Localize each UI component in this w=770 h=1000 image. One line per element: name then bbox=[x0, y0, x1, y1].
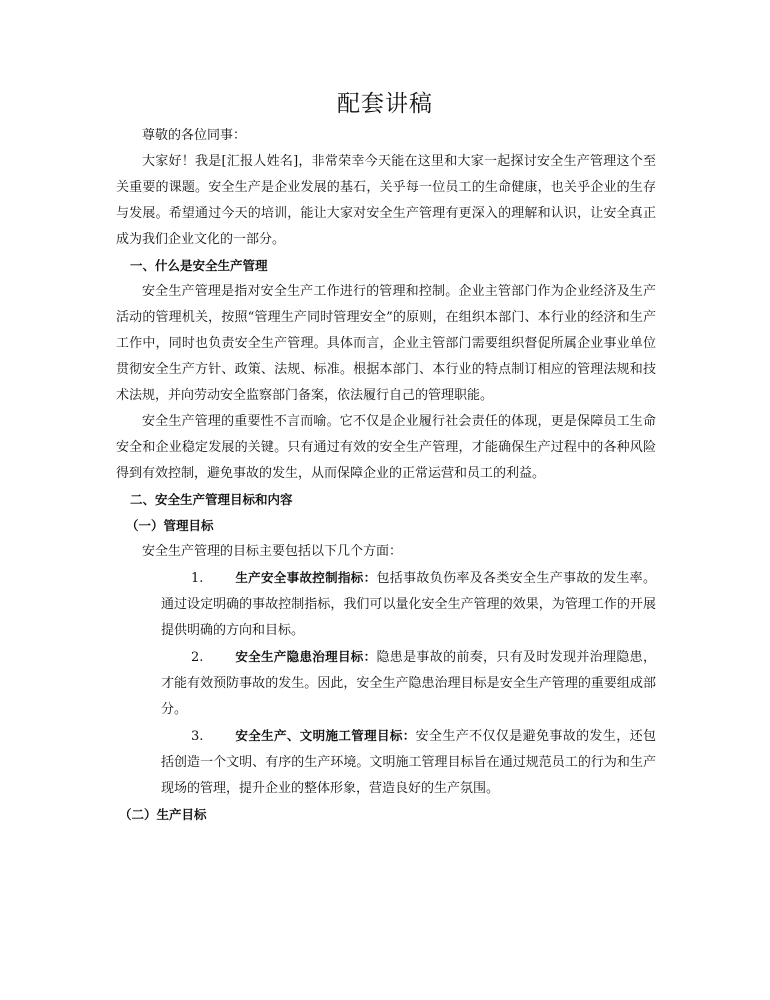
greeting: 尊敬的各位同事： bbox=[142, 128, 247, 143]
subsection-2-heading: （二）生产目标 bbox=[119, 807, 207, 822]
list-item-number: 1. bbox=[191, 571, 204, 586]
list-item-lead: 生产安全事故控制指标： bbox=[235, 570, 377, 585]
list-item bbox=[116, 644, 656, 723]
list-item-lead: 安全生产、文明施工管理目标： bbox=[235, 728, 416, 743]
list-item bbox=[116, 565, 656, 644]
list-item-number: 3. bbox=[191, 729, 204, 744]
section-1-paragraph-1: 安全生产管理是指对安全生产工作进行的管理和控制。企业主管部门作为企业经济及生产活动的管理机关，按照“管理生产同时管理安全”的原则，在组织本部门、本行业的经济和生产工作中，同时也负责安全生产管理。具体而言，企业主管部门需要组织督促所属企业事业单位贯彻安全生产方针、政策、法规、标准。根据本部门、本行业的特点制订相应的管理法规和技术法规，并向劳动安全监察部门备案，依法履行自己的管理职能。 bbox=[116, 284, 656, 403]
section-2-heading: 二、安全生产管理目标和内容 bbox=[130, 492, 293, 507]
list-item-lead: 安全生产隐患治理目标： bbox=[235, 649, 377, 664]
list-item-text: 包括事故负伤率及各类安全生产事故的发生率。通过设定明确的事故控制指标，我们可以量化安全生产管理的效果，为管理工作的开展提供明确的方向和目标。 bbox=[161, 571, 656, 638]
document-body bbox=[116, 123, 656, 828]
list-item-number: 2. bbox=[191, 650, 204, 665]
section-1-heading: 一、什么是安全生产管理 bbox=[130, 258, 268, 273]
subsection-1-heading: （一）管理目标 bbox=[126, 518, 214, 533]
list-item-text: 隐患是事故的前奏，只有及时发现并治理隐患，才能有效预防事故的发生。因此，安全生产隐患治理目标是安全生产管理的重要组成部分。 bbox=[161, 650, 656, 717]
section-1-paragraph-2: 安全生产管理的重要性不言而喻。它不仅是企业履行社会责任的体现，更是保障员工生命安全和企业稳定发展的关键。只有通过有效的安全生产管理，才能确保生产过程中的各种风险得到有效控制，避免事故的发生，从而保障企业的正常运营和员工的利益。 bbox=[116, 414, 656, 481]
intro-paragraph: 大家好！我是[汇报人姓名]，非常荣幸今天能在这里和大家一起探讨安全生产管理这个至关重要的课题。安全生产是企业发展的基石，关乎每一位员工的生命健康，也关乎企业的生存与发展。希望通过今天的培训，能让大家对安全生产管理有更深入的理解和认识，让安全真正成为我们企业文化的一部分。 bbox=[116, 154, 656, 247]
list-item bbox=[116, 723, 656, 802]
subsection-1-intro: 安全生产管理的目标主要包括以下几个方面： bbox=[142, 544, 403, 559]
page-title: 配套讲稿 bbox=[337, 91, 433, 117]
list-item-text: 安全生产不仅仅是避免事故的发生，还包括创造一个文明、有序的生产环境。文明施工管理目标旨在通过规范员工的行为和生产现场的管理，提升企业的整体形象，营造良好的生产氛围。 bbox=[161, 729, 656, 796]
